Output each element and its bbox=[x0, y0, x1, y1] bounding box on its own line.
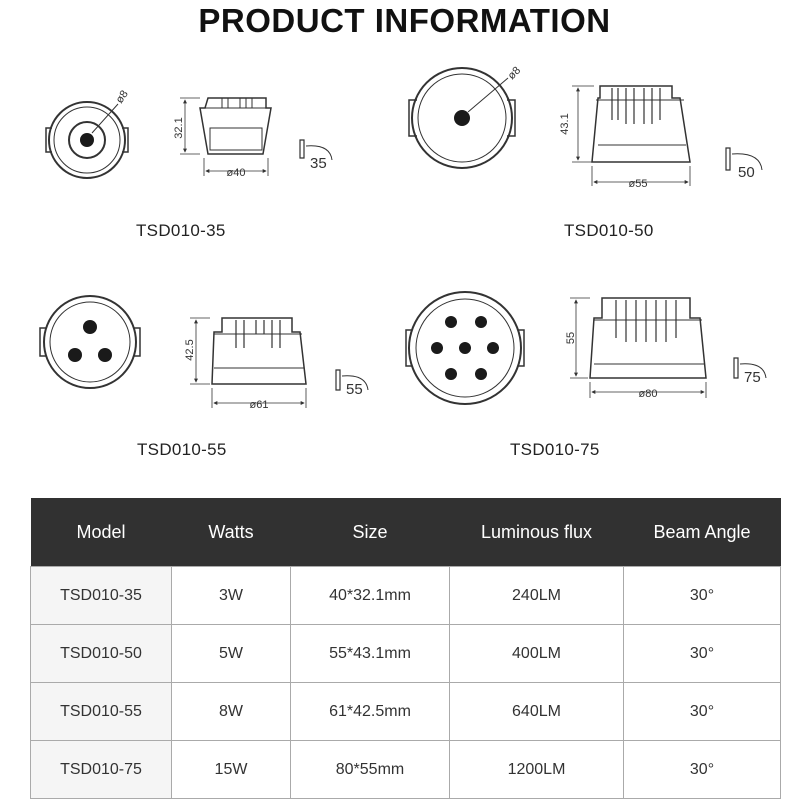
cell-luminous-flux: 400LM bbox=[450, 625, 624, 683]
cell-model: TSD010-35 bbox=[31, 567, 172, 625]
table-row bbox=[31, 683, 781, 741]
spec-table bbox=[30, 498, 781, 799]
tsd010-50-beam-label: 50 bbox=[738, 164, 755, 181]
tsd010-55-side-view bbox=[190, 318, 306, 408]
cell-luminous-flux: 1200LM bbox=[450, 741, 624, 799]
tsd010-55-height-dimension: 42.5 bbox=[184, 339, 196, 361]
tsd010-75-side-view bbox=[570, 298, 706, 398]
tsd010-55-beam-label: 55 bbox=[346, 381, 363, 398]
tsd010-55-caption: TSD010-55 bbox=[137, 440, 227, 459]
tsd010-75-caption: TSD010-75 bbox=[510, 440, 600, 459]
tsd010-35-height-dimension: 32.1 bbox=[173, 117, 185, 139]
tsd010-50-height-dimension: 43.1 bbox=[559, 113, 571, 135]
cell-size: 61*42.5mm bbox=[291, 683, 450, 741]
tsd010-50-front-view bbox=[409, 68, 515, 168]
header-watts: Watts bbox=[172, 498, 291, 567]
tsd010-55-front-view bbox=[40, 296, 140, 388]
cell-beam-angle: 30° bbox=[624, 625, 781, 683]
header-size: Size bbox=[291, 498, 450, 567]
table-row bbox=[31, 567, 781, 625]
cell-model: TSD010-75 bbox=[31, 741, 172, 799]
cell-beam-angle: 30° bbox=[624, 683, 781, 741]
cell-watts: 5W bbox=[172, 625, 291, 683]
cell-beam-angle: 30° bbox=[624, 567, 781, 625]
cell-model: TSD010-50 bbox=[31, 625, 172, 683]
table-row bbox=[31, 741, 781, 799]
tsd010-50-width-dimension: ø55 bbox=[628, 178, 648, 190]
tsd010-35-hole-dimension: ø8 bbox=[113, 88, 131, 106]
table-row bbox=[31, 625, 781, 683]
tsd010-75-height-dimension: 55 bbox=[565, 331, 577, 345]
cell-model: TSD010-55 bbox=[31, 683, 172, 741]
tsd010-75-width-dimension: ø80 bbox=[638, 388, 658, 400]
cell-size: 80*55mm bbox=[291, 741, 450, 799]
cell-luminous-flux: 240LM bbox=[450, 567, 624, 625]
table-header-row bbox=[31, 498, 781, 567]
tsd010-55-width-dimension: ø61 bbox=[249, 399, 269, 411]
cell-size: 40*32.1mm bbox=[291, 567, 450, 625]
tsd010-35-side-view bbox=[180, 98, 271, 176]
tsd010-50-side-view bbox=[572, 86, 690, 186]
cell-size: 55*43.1mm bbox=[291, 625, 450, 683]
cell-watts: 15W bbox=[172, 741, 291, 799]
tsd010-50-hole-dimension: ø8 bbox=[505, 64, 524, 83]
tsd010-75-beam-label: 75 bbox=[744, 369, 761, 386]
header-model: Model bbox=[31, 498, 172, 567]
tsd010-35-width-dimension: ø40 bbox=[226, 167, 246, 179]
tsd010-75-front-view bbox=[406, 292, 524, 404]
tsd010-50-caption: TSD010-50 bbox=[564, 221, 654, 240]
header-beam-angle: Beam Angle bbox=[624, 498, 781, 567]
page-title: PRODUCT INFORMATION bbox=[198, 2, 611, 39]
cell-watts: 8W bbox=[172, 683, 291, 741]
tsd010-35-caption: TSD010-35 bbox=[136, 221, 226, 240]
cell-watts: 3W bbox=[172, 567, 291, 625]
tsd010-35-beam-label: 35 bbox=[310, 155, 327, 172]
header-luminous-flux: Luminous flux bbox=[450, 498, 624, 567]
cell-beam-angle: 30° bbox=[624, 741, 781, 799]
cell-luminous-flux: 640LM bbox=[450, 683, 624, 741]
tsd010-35-front-view bbox=[46, 102, 128, 178]
